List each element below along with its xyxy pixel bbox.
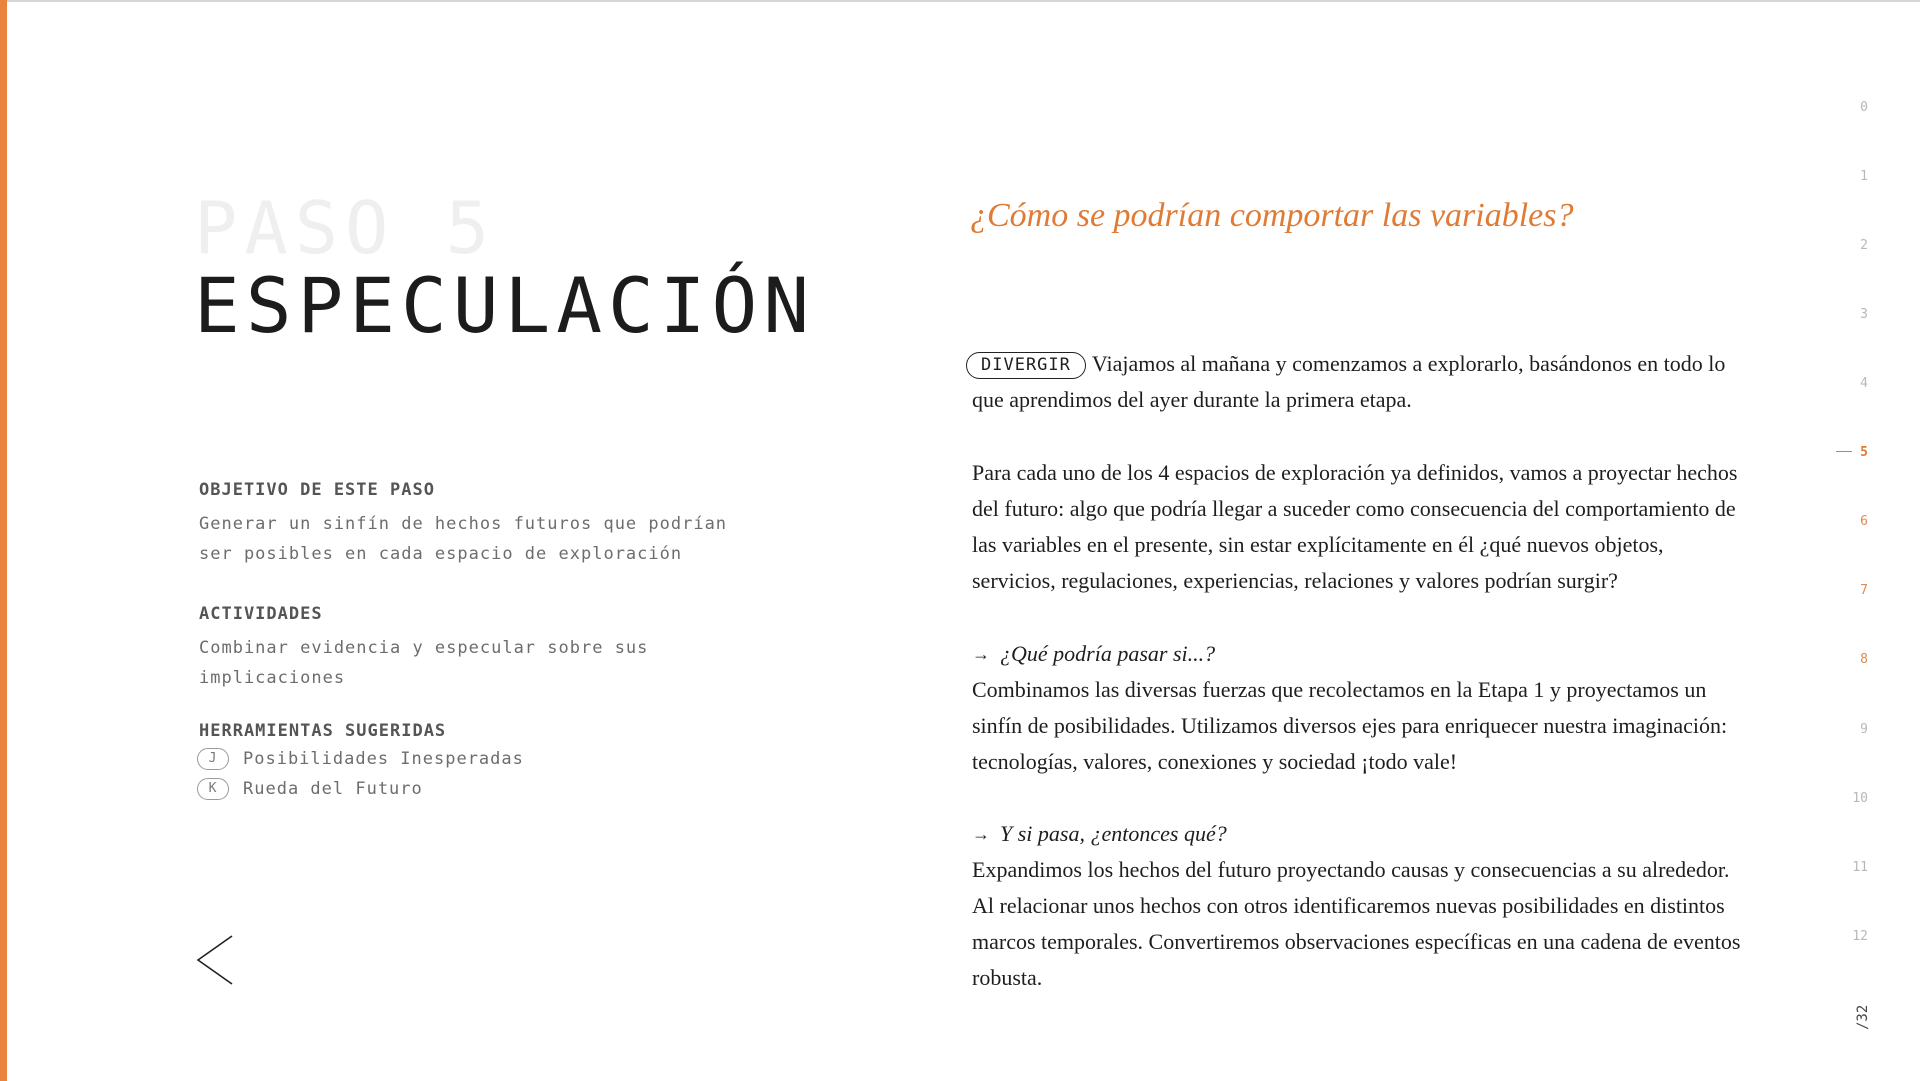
page-index-item[interactable]: 9 [1860, 722, 1868, 737]
arrow-right-icon: → [972, 644, 990, 664]
top-border [0, 0, 1920, 2]
activities-line: implicaciones [199, 668, 346, 688]
section-question: ¿Cómo se podrían comportar las variables? [970, 197, 1574, 234]
page-index-item[interactable]: 6 [1860, 514, 1868, 529]
subsection-heading-text: Y si pasa, ¿entonces qué? [1000, 821, 1227, 846]
subsection [972, 636, 1752, 780]
page-index-item-current[interactable]: 5 [1808, 445, 1868, 460]
subsection-heading [972, 636, 1752, 672]
back-button[interactable] [194, 934, 236, 986]
current-page-marker [1836, 451, 1852, 452]
subsection-heading-text: ¿Qué podría pasar si...? [1000, 641, 1216, 666]
intro-text: Viajamos al mañana y comenzamos a explorarlo, basándonos en todo lo que aprendimos del ayer durante la primera etapa. [972, 351, 1726, 412]
tool-name: Posibilidades Inesperadas [243, 749, 524, 769]
objective-line: ser posibles en cada espacio de exploración [199, 544, 683, 564]
page-total: /32 [1855, 1004, 1871, 1030]
page-index-item[interactable]: 11 [1852, 860, 1868, 875]
chevron-left-icon [194, 934, 236, 986]
activities-line: Combinar evidencia y especular sobre sus [199, 638, 649, 658]
objective-line: Generar un sinfín de hechos futuros que podrían [199, 514, 728, 534]
page-index-item[interactable]: 12 [1852, 929, 1868, 944]
activities-label: ACTIVIDADES [199, 604, 323, 624]
tool-item[interactable] [199, 774, 759, 804]
body-paragraph: Para cada uno de los 4 espacios de exploración ya definidos, vamos a proyectar hechos del futuro: algo que podría llegar a suceder como consecuencia del comportamiento de las variables en el presente, sin estar explícitamente en él ¿qué nuevos objetos, servicios, regulaciones, experiencias, relaciones y valores podrían surgir? [972, 460, 1738, 593]
subsection-heading [972, 816, 1752, 852]
page-index-item[interactable]: 8 [1860, 652, 1868, 667]
subsection-text: Expandimos los hechos del futuro proyectando causas y consecuencias a su alrededor. Al relacionar unos hechos con otros identificaremos nuevas posibilidades en distintos marcos temporales. Convertiremos observaciones específicas en una cadena de eventos robusta. [972, 857, 1741, 990]
page-index [1800, 0, 1920, 1081]
tools-label: HERRAMIENTAS SUGERIDAS [199, 721, 447, 741]
page-index-item[interactable]: 7 [1860, 583, 1868, 598]
step-number: PASO 5 [194, 186, 497, 270]
page-title: ESPECULACIÓN [194, 261, 816, 350]
objective-label: OBJETIVO DE ESTE PASO [199, 480, 435, 500]
tools-section [199, 721, 759, 804]
page-index-item[interactable]: 4 [1860, 376, 1868, 391]
page-index-item[interactable]: 10 [1852, 791, 1868, 806]
subsection-text: Combinamos las diversas fuerzas que recolectamos en la Etapa 1 y proyectamos un sinfín de posibilidades. Utilizamos diversos ejes para enriquecer nuestra imaginación: tecnologías, valores, conexiones y sociedad ¡todo vale! [972, 677, 1728, 774]
page-index-item[interactable]: 3 [1860, 307, 1868, 322]
activities-section [199, 604, 759, 693]
page-index-item[interactable]: 1 [1860, 169, 1868, 184]
tool-key-badge: K [197, 778, 229, 800]
subsection [972, 816, 1752, 996]
objective-section [199, 480, 759, 569]
page-index-item[interactable]: 2 [1860, 238, 1868, 253]
tool-key-badge: J [197, 748, 229, 770]
intro-paragraph [972, 346, 1752, 418]
divergir-tag: DIVERGIR [966, 352, 1086, 379]
accent-bar [0, 0, 7, 1081]
tool-item[interactable] [199, 744, 759, 774]
arrow-right-icon: → [972, 824, 990, 844]
page-index-item[interactable]: 0 [1860, 100, 1868, 115]
tool-name: Rueda del Futuro [243, 779, 423, 799]
